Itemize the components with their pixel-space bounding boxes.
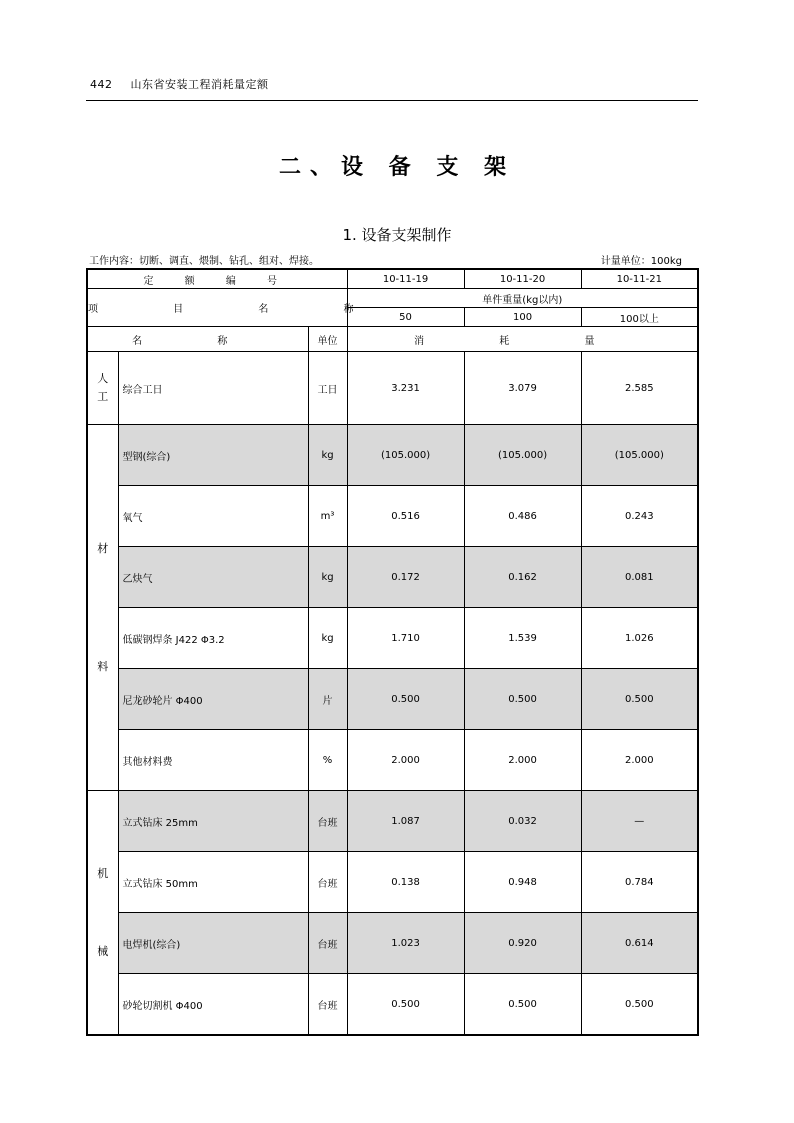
table-row bbox=[87, 913, 698, 974]
column-name: 名 称 bbox=[87, 327, 308, 352]
item-name: 综合工日 bbox=[118, 352, 308, 425]
category-label: 料 bbox=[97, 659, 109, 673]
item-value: 0.243 bbox=[581, 486, 698, 547]
book-title: 山东省安装工程消耗量定额 bbox=[130, 78, 269, 91]
work-content: 工作内容：切断、调直、煨制、钻孔、组对、焊接。 bbox=[89, 256, 319, 267]
item-unit: % bbox=[308, 730, 347, 791]
item-name: 电焊机(综合) bbox=[118, 913, 308, 974]
column-unit: 单位 bbox=[308, 327, 347, 352]
item-value: 0.500 bbox=[464, 974, 581, 1036]
item-value: 1.023 bbox=[347, 913, 464, 974]
weight-value: 100以上 bbox=[581, 308, 698, 327]
item-value: 2.585 bbox=[581, 352, 698, 425]
table-row bbox=[87, 730, 698, 791]
weight-label-row bbox=[87, 289, 698, 308]
item-value: 0.500 bbox=[581, 974, 698, 1036]
section-title: 1. 设备支架制作 bbox=[342, 226, 452, 244]
item-value: — bbox=[581, 791, 698, 852]
item-value: 1.539 bbox=[464, 608, 581, 669]
table-row bbox=[87, 669, 698, 730]
item-unit: kg bbox=[308, 425, 347, 486]
item-value: 0.162 bbox=[464, 547, 581, 608]
measurement-unit: 计量单位：100kg bbox=[600, 256, 682, 267]
quota-code: 10-11-21 bbox=[581, 269, 698, 289]
item-unit: 台班 bbox=[308, 791, 347, 852]
item-value: 0.614 bbox=[581, 913, 698, 974]
item-name: 砂轮切割机 Φ400 bbox=[118, 974, 308, 1036]
item-value: 0.784 bbox=[581, 852, 698, 913]
category-labor bbox=[87, 352, 118, 425]
item-value: 1.087 bbox=[347, 791, 464, 852]
item-value: 0.500 bbox=[347, 669, 464, 730]
quota-code: 10-11-19 bbox=[347, 269, 464, 289]
table-row bbox=[87, 425, 698, 486]
table-row bbox=[87, 352, 698, 425]
item-unit: kg bbox=[308, 547, 347, 608]
item-value: (105.000) bbox=[464, 425, 581, 486]
chapter-title: 二、设 备 支 架 bbox=[279, 155, 515, 180]
item-name-label: 项 目 名 称 bbox=[87, 289, 347, 327]
category-machine bbox=[87, 791, 118, 1036]
item-value: 0.081 bbox=[581, 547, 698, 608]
item-name: 立式钻床 25mm bbox=[118, 791, 308, 852]
item-name: 立式钻床 50mm bbox=[118, 852, 308, 913]
item-value: 0.032 bbox=[464, 791, 581, 852]
category-label: 材 bbox=[97, 541, 109, 555]
item-unit: 片 bbox=[308, 669, 347, 730]
category-label: 机 bbox=[97, 866, 109, 880]
table-row bbox=[87, 791, 698, 852]
item-unit: 台班 bbox=[308, 913, 347, 974]
item-value: 0.172 bbox=[347, 547, 464, 608]
item-value: 0.920 bbox=[464, 913, 581, 974]
item-value: (105.000) bbox=[581, 425, 698, 486]
category-label: 械 bbox=[97, 944, 109, 958]
item-value: 1.026 bbox=[581, 608, 698, 669]
quota-table bbox=[86, 268, 699, 1036]
table-row bbox=[87, 608, 698, 669]
item-value: 0.516 bbox=[347, 486, 464, 547]
item-name: 型钢(综合) bbox=[118, 425, 308, 486]
item-value: 0.948 bbox=[464, 852, 581, 913]
item-value: 0.500 bbox=[464, 669, 581, 730]
column-header-row bbox=[87, 327, 698, 352]
item-value: 2.000 bbox=[581, 730, 698, 791]
table-row bbox=[87, 974, 698, 1036]
item-value: (105.000) bbox=[347, 425, 464, 486]
item-value: 3.079 bbox=[464, 352, 581, 425]
item-value: 1.710 bbox=[347, 608, 464, 669]
item-unit: 工日 bbox=[308, 352, 347, 425]
column-consumption: 消 耗 量 bbox=[347, 327, 698, 352]
weight-value: 50 bbox=[347, 308, 464, 327]
item-name: 其他材料费 bbox=[118, 730, 308, 791]
item-value: 0.500 bbox=[347, 974, 464, 1036]
item-unit: 台班 bbox=[308, 852, 347, 913]
weight-label: 单件重量(kg以内) bbox=[347, 289, 698, 308]
page-number: 442 bbox=[90, 78, 113, 91]
item-value: 3.231 bbox=[347, 352, 464, 425]
item-unit: m³ bbox=[308, 486, 347, 547]
item-value: 0.500 bbox=[581, 669, 698, 730]
quota-number-row bbox=[87, 269, 698, 289]
weight-value: 100 bbox=[464, 308, 581, 327]
table-row bbox=[87, 547, 698, 608]
item-value: 2.000 bbox=[347, 730, 464, 791]
quota-number-label: 定 额 编 号 bbox=[87, 269, 347, 289]
table-row bbox=[87, 486, 698, 547]
category-label: 人工 bbox=[97, 372, 109, 403]
quota-code: 10-11-20 bbox=[464, 269, 581, 289]
item-value: 2.000 bbox=[464, 730, 581, 791]
header-rule bbox=[86, 100, 698, 101]
item-name: 乙炔气 bbox=[118, 547, 308, 608]
category-material bbox=[87, 425, 118, 791]
item-name: 低碳钢焊条 J422 Φ3.2 bbox=[118, 608, 308, 669]
item-name: 尼龙砂轮片 Φ400 bbox=[118, 669, 308, 730]
item-value: 0.138 bbox=[347, 852, 464, 913]
running-header bbox=[90, 76, 269, 92]
item-name: 氧气 bbox=[118, 486, 308, 547]
table-row bbox=[87, 852, 698, 913]
item-unit: 台班 bbox=[308, 974, 347, 1036]
item-unit: kg bbox=[308, 608, 347, 669]
item-value: 0.486 bbox=[464, 486, 581, 547]
